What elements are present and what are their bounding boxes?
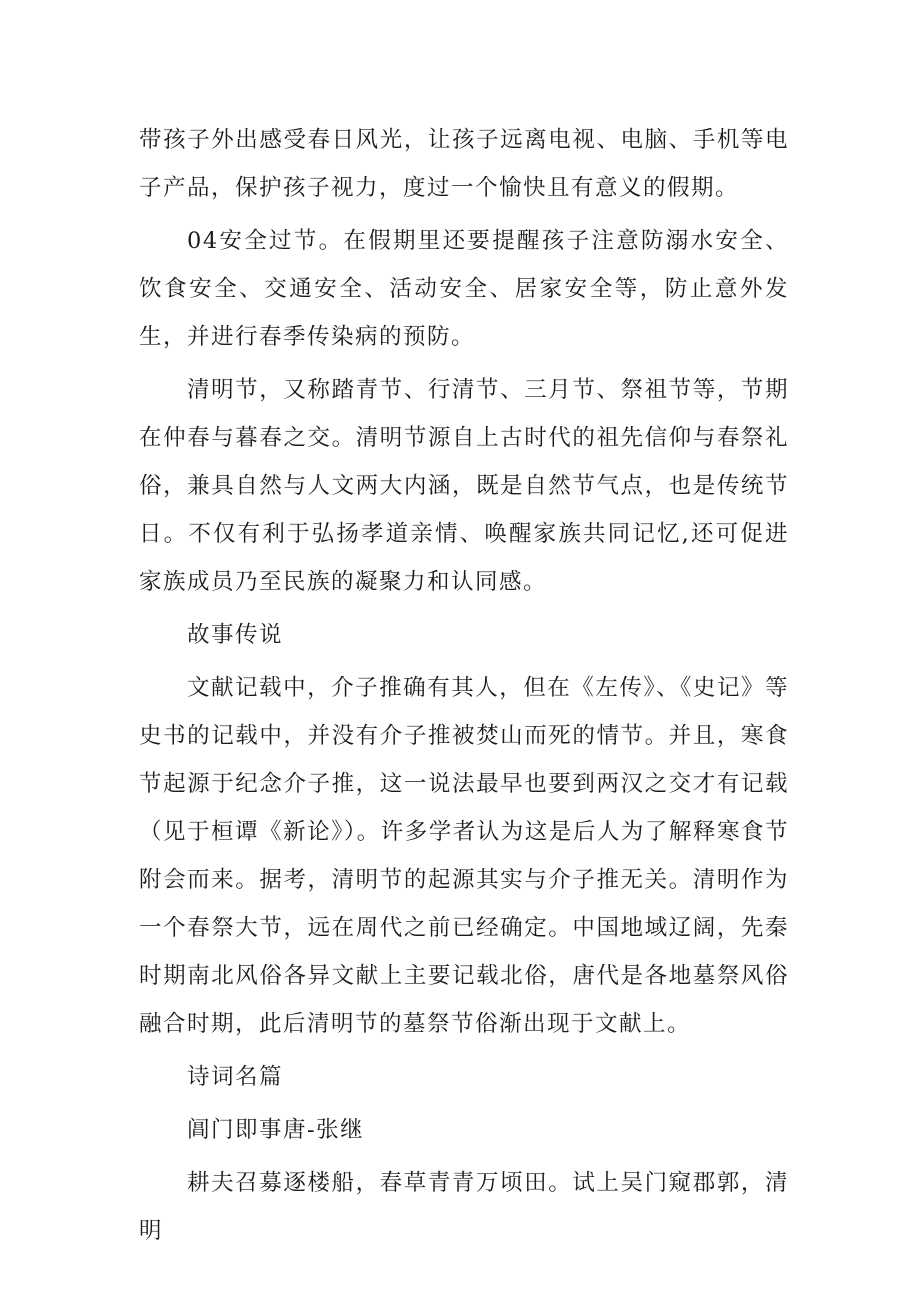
paragraph-continuation: 带孩子外出感受春日风光，让孩子远离电视、电脑、手机等电子产品，保护孩子视力，度过一个愉快且有意义的假期。 xyxy=(139,127,789,201)
document-body xyxy=(139,116,789,1255)
paragraph-safe-holiday: 04安全过节。在假期里还要提醒孩子注意防溺水安全、饮食安全、交通安全、活动安全、居家安全等，防止意外发生，并进行春季传染病的预防。 xyxy=(139,228,789,350)
section-heading-poems: 诗词名篇 xyxy=(187,1064,284,1090)
poem-title: 阊门即事唐-张继 xyxy=(187,1117,365,1143)
section-heading-legend: 故事传说 xyxy=(187,622,284,648)
paragraph-legend: 文献记载中，介子推确有其人，但在《左传》、《史记》等史书的记载中，并没有介子推被焚山而死的情节。并且，寒食节起源于纪念介子推，这一说法最早也要到两汉之交才有记载（见于桓谭《新论》）。许多学者认为这是后人为了解释寒食节附会而来。据考，清明节的起源其实与介子推无关。清明作为一个春祭大节，远在周代之前已经确定。中国地域辽阔，先秦时期南北风俗各异文献上主要记载北俗，唐代是各地墓祭风俗融合时期，此后清明节的墓祭节俗渐出现于文献上。 xyxy=(139,675,789,1037)
paragraph-qingming-intro: 清明节，又称踏青节、行清节、三月节、祭祖节等，节期在仲春与暮春之交。清明节源自上古时代的祖先信仰与春祭礼俗，兼具自然与人文两大内涵，既是自然节气点，也是传统节日。不仅有利于弘扬孝道亲情、唤醒家族共同记忆,还可促进家族成员乃至民族的凝聚力和认同感。 xyxy=(139,377,789,595)
poem-text: 耕夫召募逐楼船，春草青青万顷田。试上吴门窥郡郭，清明 xyxy=(139,1170,789,1244)
